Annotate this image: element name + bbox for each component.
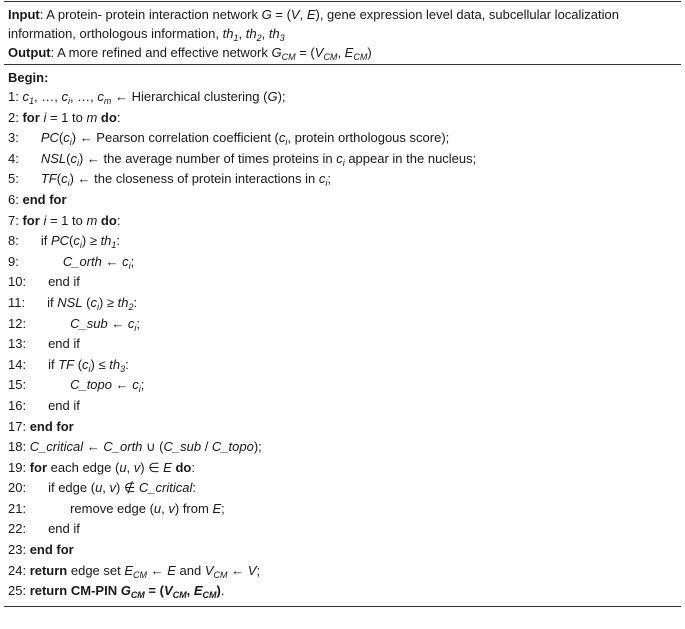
line-12: 12: C_sub ← $c_i$;	[8, 315, 141, 333]
line-11: 11: if NSL $(c_i) \ge th_2$:	[8, 294, 138, 312]
line-7: 7: for i = 1 to m do:	[8, 212, 121, 228]
line-17: 17: end for	[8, 418, 74, 434]
line-2: 2: for i = 1 to m do:	[8, 109, 121, 125]
algorithm-body	[4, 65, 681, 606]
line-15: 15: C_topo ← $c_i$;	[8, 377, 145, 395]
line-13: 13: end if	[8, 336, 80, 352]
line-6: 6: end for	[8, 191, 67, 207]
line-9: 9: C_orth ← $c_i$;	[8, 253, 135, 271]
input-text: : A protein- protein interaction network G = (V, E), gene expression level data, subcellular localization	[39, 7, 619, 22]
line-3: 3: $PC(c_i)$ ← Pearson correlation coefficient ($c_i$, protein orthologous score);	[8, 130, 450, 148]
input-line	[8, 5, 677, 24]
output-label: Output	[8, 45, 51, 60]
input-label: Input	[8, 7, 40, 22]
line-14: 14: if TF $(c_i) \le th_3$:	[8, 356, 129, 374]
line-24: 24: return edge set $E_{CM}$ ← E and $V_{CM}$ ← V;	[8, 562, 261, 580]
line-10: 10: end if	[8, 274, 80, 290]
begin-label: Begin:	[8, 70, 49, 85]
line-23: 23: end for	[8, 542, 74, 558]
line-20: 20: if edge (u, v) ∉ C_critical:	[8, 480, 197, 496]
algorithm-box	[4, 1, 681, 607]
line-22: 22: end if	[8, 521, 80, 537]
line-18: 18: C_critical ← C_orth ∪ (C_sub / C_topo);	[8, 439, 262, 455]
line-4: 4: $NSL(c_i)$ ← the average number of times proteins in $c_i$ appear in the nucleus;	[8, 150, 477, 168]
line-19: 19: for each edge (u, v) ∈ E do:	[8, 459, 195, 475]
line-25: 25: return CM-PIN $G_{CM} = (V_{CM}$, $E_{CM}$).	[8, 583, 225, 601]
output-line	[8, 43, 677, 62]
line-1: 1: $c_1$, …, $c_i$, …, $c_m$ ← Hierarchical clustering (G);	[8, 89, 286, 106]
input-line-2: information, orthologous information, $th_1$, $th_2$, $th_3$	[8, 26, 285, 43]
output-text: : A more refined and effective network $G_{CM} = (V_{CM}$, $E_{CM}$)	[50, 45, 372, 62]
line-8: 8: if $PC(c_i) \ge th_1$:	[8, 233, 121, 251]
line-5: 5: $TF(c_i)$ ← the closeness of protein interactions in $c_i$;	[8, 171, 331, 189]
line-21: 21: remove edge (u, v) from E;	[8, 500, 225, 516]
bottom-rule	[4, 606, 681, 607]
algorithm-header	[4, 2, 681, 64]
line-16: 16: end if	[8, 397, 80, 413]
